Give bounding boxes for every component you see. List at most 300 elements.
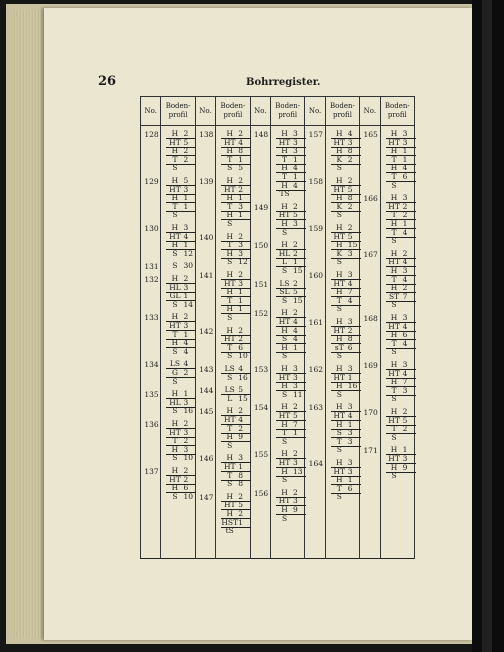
header-no: No.: [141, 97, 161, 126]
soil-layer: [386, 395, 416, 403]
soil-layer-thickness: 10: [183, 453, 193, 463]
soil-layer-thickness: 3: [238, 453, 244, 463]
soil-layer-code: H: [336, 334, 343, 344]
soil-layer-code: S: [227, 351, 233, 361]
soil-layer-code: S: [391, 236, 397, 246]
soil-layer-thickness: 15: [238, 393, 248, 403]
soil-layer-code: H: [281, 449, 288, 459]
soil-layer-thickness: 6: [347, 483, 353, 493]
soil-layer-code: S: [281, 334, 288, 344]
soil-layer-code: LS: [224, 364, 235, 373]
header-profile-label: Boden- profil: [220, 102, 246, 119]
soil-layer: [331, 211, 361, 219]
soil-layer-code: H: [390, 163, 398, 173]
borehole-number: 156: [253, 488, 269, 498]
soil-layer-code: S: [281, 513, 288, 523]
soil-layer-thickness: 3: [293, 496, 298, 506]
soil-layer-thickness: 1: [183, 240, 189, 250]
soil-layer-code: H: [336, 402, 343, 412]
soil-layer-code: H: [281, 487, 288, 497]
soil-layer-code: T: [227, 154, 233, 164]
soil-layer: [166, 262, 196, 270]
borehole-number: 150: [253, 241, 269, 251]
soil-layer-thickness: 3: [293, 137, 298, 147]
soil-layer-thickness: 5: [238, 500, 244, 510]
soil-layer-thickness: 1: [293, 172, 298, 181]
soil-layer-code: S: [172, 299, 178, 309]
soil-layer-code: S: [172, 376, 178, 386]
soil-layer-code: S: [336, 445, 342, 455]
soil-layer-code: H: [336, 193, 343, 203]
soil-layer: [166, 378, 196, 386]
soil-layer-thickness: 1: [293, 428, 298, 438]
soil-layer-code: S: [336, 389, 342, 399]
soil-layer-code: T: [227, 342, 233, 352]
soil-layer-thickness: 3: [183, 397, 189, 407]
soil-layer-code: H: [226, 325, 233, 335]
soil-layer-thickness: 1: [183, 389, 189, 399]
soil-layer-thickness: 3: [293, 372, 298, 382]
soil-layer-code: S: [172, 453, 178, 463]
table-header-row: [141, 97, 415, 126]
book-binding: [472, 0, 504, 652]
soil-layer-code: HT: [388, 368, 400, 378]
soil-layer-thickness: 2: [402, 407, 408, 416]
soil-layer-thickness: 4: [183, 338, 189, 348]
soil-layer-code: S: [391, 347, 397, 357]
soil-layer-code: H: [390, 129, 398, 138]
soil-layer: [221, 164, 251, 172]
borehole-number: 166: [363, 194, 378, 204]
soil-layer-thickness: 15: [347, 240, 358, 250]
soil-layer-code: S: [336, 163, 342, 173]
column-no-cell: [195, 126, 215, 559]
borehole-number: 142: [199, 326, 214, 336]
header-no: No.: [250, 97, 270, 126]
soil-layer: [166, 301, 196, 309]
soil-layer-thickness: 7: [293, 419, 298, 429]
soil-layer-code: L: [282, 257, 287, 267]
soil-layer-code: HT: [169, 474, 181, 484]
soil-layer-thickness: 2: [402, 201, 408, 211]
soil-layer-thickness: 15: [293, 266, 303, 275]
soil-layer: [221, 314, 251, 322]
soil-layer-code: T: [391, 385, 397, 395]
soil-layer-code: T: [282, 428, 288, 438]
soil-layer: [166, 348, 196, 356]
borehole-number: 148: [253, 130, 269, 139]
soil-layer-code: H: [390, 445, 398, 455]
soil-layer: [221, 220, 251, 228]
soil-layer-code: H: [281, 325, 288, 335]
soil-layer-code: S: [391, 432, 397, 442]
soil-layer: [386, 472, 416, 480]
soil-layer-code: H: [281, 402, 288, 412]
soil-layer-code: T: [172, 329, 178, 339]
soil-layer-thickness: 2: [238, 334, 244, 344]
soil-layer-thickness: 6: [402, 172, 408, 181]
soil-layer-code: H: [226, 210, 233, 220]
soil-layer-code: H: [336, 240, 343, 250]
soil-layer-thickness: 2: [238, 325, 244, 335]
soil-layer: [221, 374, 251, 382]
soil-layer-code: HT: [223, 415, 236, 424]
soil-layer-code: HT: [223, 334, 236, 344]
soil-layer-code: H: [171, 223, 179, 232]
soil-layer-code: T: [336, 483, 342, 493]
column-profile-cell: [380, 126, 414, 559]
soil-layer-thickness: 5: [183, 137, 189, 147]
soil-layer-thickness: 3: [293, 381, 298, 391]
header-profile-label: Boden- profil: [165, 102, 191, 119]
soil-layer-thickness: 16: [347, 381, 358, 391]
soil-layer-code: H: [171, 240, 179, 250]
soil-layer: [331, 258, 361, 266]
soil-layer: [276, 515, 306, 523]
soil-layer-code: H: [226, 287, 233, 297]
column-no-cell: [141, 126, 161, 559]
soil-layer-thickness: 1: [238, 462, 244, 471]
soil-layer-code: HT: [169, 427, 181, 437]
soil-layer-code: HL: [169, 397, 181, 407]
soil-layer-thickness: 1: [402, 219, 408, 228]
soil-layer-code: H: [336, 287, 343, 297]
borehole-number: 153: [253, 365, 269, 374]
soil-layer-thickness: 16: [183, 406, 193, 416]
borehole-number: 154: [253, 403, 269, 413]
soil-layer-thickness: 2: [402, 210, 408, 220]
borehole-number: 133: [144, 313, 159, 323]
soil-layer-code: H: [390, 360, 398, 369]
soil-layer-code: S: [281, 295, 288, 305]
soil-layer-thickness: 5: [238, 163, 244, 173]
soil-layer-code: H: [390, 219, 398, 228]
soil-layer-code: LS: [169, 359, 181, 369]
soil-layer-code: S: [227, 313, 233, 322]
header-profile-label: Boden- profil: [330, 102, 355, 119]
soil-layer-thickness: 4: [183, 346, 189, 356]
soil-layer-thickness: 2: [402, 283, 408, 293]
soil-layer-code: S: [336, 351, 342, 361]
soil-layer-code: T: [227, 295, 233, 305]
soil-layer-code: H: [226, 193, 233, 203]
table-body-row: [141, 126, 415, 559]
soil-layer-thickness: 4: [347, 129, 353, 138]
soil-layer-thickness: 3: [183, 282, 189, 292]
soil-layer-code: HL: [169, 282, 181, 292]
soil-layer: [166, 493, 196, 501]
soil-layer-code: H: [226, 270, 233, 279]
soil-layer-code: S: [172, 261, 178, 271]
soil-layer-thickness: 8: [347, 193, 353, 203]
borehole-number: 162: [308, 365, 323, 374]
soil-layer-code: HT: [388, 321, 400, 331]
header-profile: [380, 97, 414, 126]
soil-layer-thickness: 2: [183, 146, 189, 156]
soil-layer-thickness: 4: [347, 411, 353, 420]
borehole-number: 143: [199, 365, 214, 374]
soil-layer-code: H: [281, 505, 288, 514]
soil-layer-code: TS: [279, 189, 290, 199]
soil-layer-code: S: [172, 491, 178, 501]
soil-layer-thickness: 3: [402, 129, 408, 138]
soil-layer: [331, 352, 361, 360]
borehole-number: 141: [199, 271, 214, 280]
soil-layer-thickness: 2: [238, 509, 244, 518]
soil-layer-code: HT: [333, 278, 346, 288]
soil-layer-thickness: 3: [293, 129, 298, 138]
soil-layer-thickness: 4: [238, 415, 244, 424]
soil-layer-thickness: 6: [402, 330, 408, 340]
soil-layer-thickness: 8: [238, 470, 244, 480]
borehole-number: 161: [308, 318, 323, 327]
soil-layer-thickness: 3: [347, 436, 353, 446]
soil-layer-thickness: 8: [347, 146, 353, 156]
soil-layer-thickness: 3: [293, 364, 298, 373]
borehole-number: 128: [144, 130, 159, 139]
borehole-number: 165: [363, 130, 378, 139]
soil-layer-thickness: 1: [402, 146, 408, 156]
soil-layer-code: S: [172, 163, 178, 173]
soil-layer-code: HT: [278, 317, 291, 326]
soil-layer-code: tS: [225, 526, 234, 536]
soil-layer-code: HT: [223, 500, 236, 510]
soil-layer-thickness: 2: [238, 184, 244, 194]
soil-layer-code: HT: [169, 321, 181, 330]
soil-layer-code: HT: [388, 454, 400, 463]
soil-layer-thickness: 2: [183, 466, 189, 475]
soil-layer-code: H: [281, 180, 288, 190]
soil-layer-thickness: 3: [183, 184, 189, 194]
soil-layer-thickness: 4: [183, 231, 189, 241]
soil-layer-code: K: [336, 201, 343, 211]
soil-layer-code: H: [226, 406, 233, 416]
soil-layer-thickness: 2: [293, 278, 298, 288]
soil-layer-code: HT: [333, 466, 346, 476]
soil-layer-thickness: 2: [293, 449, 298, 459]
soil-layer-thickness: 1: [238, 193, 244, 203]
borehole-number: 129: [144, 177, 159, 186]
soil-layer-thickness: 2: [238, 270, 244, 279]
soil-layer: [166, 454, 196, 462]
soil-layer-thickness: 4: [402, 368, 408, 378]
soil-layer: [331, 391, 361, 399]
soil-layer-thickness: 4: [402, 227, 408, 237]
soil-layer-thickness: 1: [183, 193, 189, 203]
borehole-number: 170: [363, 408, 378, 417]
borehole-number: 140: [199, 232, 214, 242]
soil-layer-code: H: [336, 223, 343, 232]
soil-layer-code: S: [391, 394, 397, 404]
soil-layer-code: H: [226, 176, 233, 185]
soil-layer-thickness: 2: [238, 129, 244, 138]
soil-layer-thickness: 13: [293, 466, 303, 476]
soil-layer-thickness: 2: [238, 423, 244, 433]
header-profile: [216, 97, 250, 126]
soil-layer-thickness: 7: [402, 377, 408, 387]
borehole-number: 163: [308, 403, 323, 413]
soil-layer-code: HT: [223, 278, 236, 288]
header-profile: [325, 97, 359, 126]
soil-layer-thickness: 1: [347, 475, 353, 485]
soil-layer: [331, 446, 361, 454]
soil-layer-thickness: 3: [238, 248, 244, 258]
borehole-number: 146: [199, 454, 214, 464]
soil-layer-code: HT: [388, 137, 400, 147]
borehole-number: 164: [308, 459, 323, 468]
soil-layer-code: HT: [278, 210, 291, 220]
header-no: No.: [305, 97, 325, 126]
soil-layer-thickness: 1: [183, 201, 189, 211]
soil-layer-code: H: [226, 453, 233, 463]
column-no-cell: [250, 126, 270, 559]
borehole-number: 168: [363, 314, 378, 323]
soil-layer-thickness: 3: [402, 313, 408, 322]
soil-layer: [276, 229, 306, 237]
soil-layer-code: H: [281, 146, 288, 156]
soil-layer-thickness: 2: [238, 406, 244, 416]
soil-layer-thickness: 4: [347, 278, 353, 288]
soil-layer-code: T: [172, 436, 178, 446]
soil-layer-code: H: [390, 462, 398, 472]
soil-layer-thickness: 1: [347, 419, 353, 429]
soil-layer-thickness: 1: [183, 291, 189, 301]
soil-layer-code: S: [281, 389, 288, 399]
soil-layer-code: H: [281, 163, 288, 173]
soil-layer-thickness: 2: [183, 474, 189, 484]
soil-layer-thickness: 2: [183, 436, 189, 446]
header-profile: [161, 97, 195, 126]
soil-layer-code: HT: [333, 137, 346, 147]
soil-layer-thickness: 2: [293, 308, 298, 318]
soil-layer-code: H: [281, 308, 288, 318]
soil-layer-code: S: [281, 475, 288, 485]
soil-layer-thickness: 2: [347, 176, 353, 185]
soil-layer-thickness: 3: [293, 458, 298, 467]
soil-layer-code: H: [281, 129, 288, 138]
soil-layer-thickness: 3: [402, 454, 408, 463]
soil-layer: [276, 476, 306, 484]
soil-layer-thickness: 2: [347, 223, 353, 232]
soil-layer-code: HT: [278, 496, 291, 506]
soil-layer-code: H: [336, 176, 343, 185]
soil-layer: [331, 493, 361, 501]
soil-layer-code: H: [226, 248, 233, 258]
soil-layer-code: T: [336, 436, 342, 446]
soil-layer-thickness: 3: [238, 240, 244, 250]
soil-layer-code: H: [281, 342, 288, 352]
soil-layer-thickness: 5: [293, 411, 298, 420]
soil-layer-thickness: 10: [238, 351, 248, 361]
column-profile-cell: [161, 126, 195, 559]
soil-layer-code: H: [390, 193, 398, 203]
soil-layer-code: T: [282, 154, 288, 164]
soil-layer-code: LS: [279, 278, 290, 288]
soil-layer-code: HT: [388, 201, 400, 211]
soil-layer-code: HT: [278, 137, 291, 147]
soil-layer-code: S: [227, 219, 233, 228]
soil-layer-code: H: [171, 389, 179, 399]
soil-layer-thickness: 4: [293, 334, 298, 344]
soil-layer-thickness: 15: [293, 295, 303, 305]
soil-layer-thickness: 3: [347, 466, 353, 476]
soil-layer-thickness: 2: [293, 248, 298, 258]
borehole-number: 144: [199, 386, 214, 396]
soil-layer-thickness: 1: [238, 154, 244, 164]
borehole-number: 152: [253, 309, 269, 319]
soil-layer-code: T: [336, 295, 342, 305]
soil-layer-thickness: 2: [183, 274, 189, 283]
soil-layer-code: H: [171, 312, 179, 322]
soil-layer-code: H: [281, 219, 288, 228]
soil-layer-thickness: 4: [402, 338, 408, 348]
borehole-number: 167: [363, 249, 378, 259]
soil-layer-code: HT: [278, 458, 291, 467]
soil-layer-thickness: 2: [238, 231, 244, 241]
soil-layer-code: H: [226, 491, 233, 501]
soil-layer-thickness: 10: [183, 491, 193, 501]
soil-layer-code: LS: [224, 385, 235, 395]
soil-layer-code: T: [172, 154, 178, 164]
soil-layer-code: S: [391, 180, 397, 190]
soil-layer-code: HT: [333, 231, 346, 241]
soil-layer-thickness: 1: [293, 154, 298, 164]
soil-layer-thickness: 2: [183, 312, 189, 322]
soil-layer-thickness: 1: [347, 372, 353, 382]
soil-layer-thickness: 3: [347, 364, 353, 373]
soil-layer-code: S: [281, 351, 288, 361]
soil-layer-thickness: 4: [293, 163, 298, 173]
soil-layer-thickness: 1: [238, 517, 244, 527]
soil-layer-code: H: [336, 270, 343, 279]
header-profile-label: Boden- profil: [275, 102, 301, 119]
soil-layer-thickness: 1: [402, 445, 408, 455]
soil-layer: [221, 395, 251, 403]
soil-layer: [221, 258, 251, 266]
soil-layer-code: T: [172, 201, 178, 211]
soil-layer-thickness: 9: [238, 432, 244, 442]
soil-layer: [386, 434, 416, 442]
soil-layer-code: H: [281, 364, 288, 373]
soil-layer-thickness: 3: [238, 201, 244, 211]
soil-layer: [166, 211, 196, 219]
soil-layer-code: HT: [169, 231, 181, 241]
soil-layer: [166, 164, 196, 172]
soil-layer-code: H: [390, 330, 398, 340]
soil-layer-thickness: 3: [183, 427, 189, 437]
soil-layer-thickness: 3: [347, 270, 353, 279]
soil-layer: [276, 391, 306, 399]
soil-layer-thickness: 9: [293, 505, 298, 514]
soil-layer-thickness: 5: [347, 184, 353, 194]
soil-layer-code: H: [171, 444, 179, 454]
soil-layer-thickness: 3: [183, 444, 189, 454]
soil-layer-code: H: [390, 407, 398, 416]
soil-layer-thickness: 2: [238, 491, 244, 501]
soil-layer-thickness: 4: [402, 274, 408, 284]
soil-layer: [276, 352, 306, 360]
soil-layer-code: S: [172, 406, 178, 416]
soil-layer-code: HT: [278, 411, 291, 420]
soil-layer-code: H: [336, 364, 343, 373]
borehole-number: 145: [199, 407, 214, 417]
soil-layer-code: HT: [333, 411, 346, 420]
soil-layer-thickness: 5: [402, 415, 408, 425]
soil-layer-code: H: [281, 201, 288, 211]
header-profile: [271, 97, 305, 126]
soil-layer-code: H: [171, 129, 179, 138]
soil-layer-code: GL: [169, 291, 181, 301]
